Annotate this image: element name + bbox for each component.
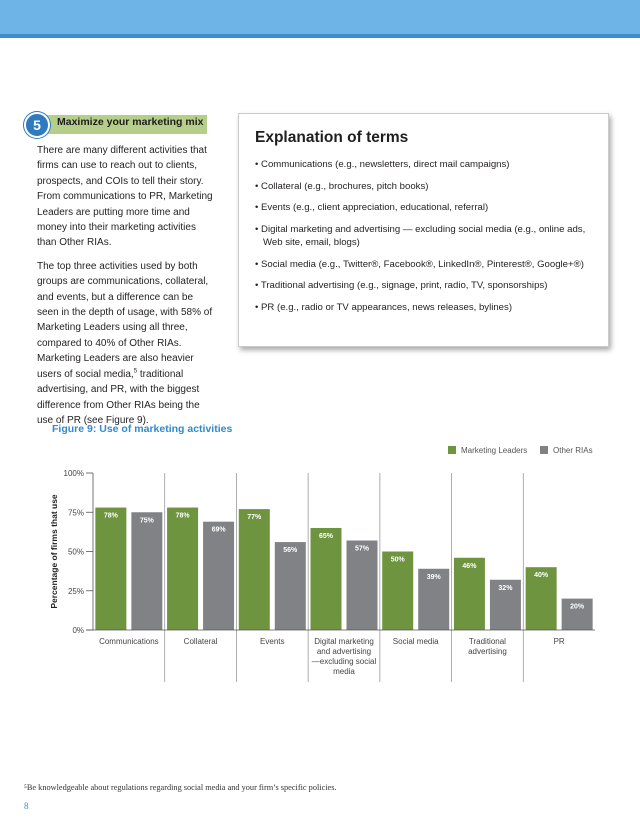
bar	[203, 522, 234, 630]
y-tick-label: 75%	[67, 508, 84, 518]
legend-label-other-rias: Other RIAs	[553, 446, 593, 455]
bar	[95, 508, 126, 630]
bar-value-label: 69%	[211, 526, 226, 534]
top-banner-stripe	[0, 34, 640, 38]
bar-value-label: 65%	[318, 532, 334, 540]
x-category-label: Traditional	[468, 637, 506, 646]
bar-value-label: 40%	[534, 572, 549, 580]
footnote: ⁵Be knowledgeable about regulations regarding social media and your firm’s specific policies.	[24, 783, 337, 792]
y-tick-label: 0%	[72, 626, 84, 635]
y-axis-title: Percentage of firms that use	[49, 494, 59, 609]
bar-chart	[40, 462, 600, 682]
bar-value-label: 56%	[283, 547, 298, 555]
bar	[347, 541, 378, 630]
top-banner	[0, 0, 640, 38]
section-number-badge: 5	[24, 112, 50, 138]
bar-value-label: 78%	[175, 512, 190, 520]
bar	[311, 528, 342, 630]
bar	[131, 512, 162, 630]
body-paragraph-2-part-b: traditional advertising, and PR, with the biggest difference from Other RIAs being the use of PR (see Figure 9).	[37, 368, 200, 426]
x-category-label: media	[333, 667, 355, 676]
terms-title: Explanation of terms	[255, 129, 409, 146]
bar	[239, 509, 270, 630]
body-paragraph-1: There are many different activities that firms can use to reach out to clients, prospects, and COIs to tell their story. From communications to PR, Marketing Leaders are putting more time and money into their marketing activities than Other RIAs.	[37, 145, 213, 249]
bar-value-label: 75%	[139, 517, 154, 525]
bar-value-label: 78%	[103, 512, 118, 520]
body-paragraph-2	[37, 259, 215, 428]
x-category-label: Communications	[99, 637, 159, 646]
term-item-collateral: • Collateral (e.g., brochures, pitch books)	[255, 180, 429, 192]
x-category-label: advertising	[468, 647, 507, 656]
legend-item-marketing-leaders	[448, 446, 527, 455]
x-category-label: Social media	[392, 637, 439, 646]
term-item-digital: • Digital marketing and advertising — excluding social media (e.g., online ads, Web site, email, blogs)	[255, 223, 586, 248]
y-tick-label: 100%	[63, 469, 84, 478]
legend-swatch-other-rias	[540, 446, 548, 454]
section-title: Maximize your marketing mix	[57, 116, 204, 128]
body-paragraph-2-part-a: The top three activities used by both groups are communications, collateral, and events, but a difference can be seen in the depth of usage, with 58% of Marketing Leaders using all three, compared to 40% of Other RIAs. Marketing Leaders are also heavier users of social media,	[37, 260, 213, 380]
x-category-label: —excluding social	[311, 657, 377, 666]
x-category-label: and advertising	[316, 647, 372, 656]
bar-value-label: 77%	[247, 514, 262, 522]
footnote-ref: 5	[133, 368, 138, 375]
legend-swatch-marketing-leaders	[448, 446, 456, 454]
bar-value-label: 50%	[390, 556, 405, 564]
term-item-events: • Events (e.g., client appreciation, educational, referral)	[255, 202, 489, 213]
bar-value-label: 32%	[498, 584, 513, 592]
legend-label-marketing-leaders: Marketing Leaders	[461, 446, 528, 455]
y-tick-label: 25%	[67, 586, 84, 596]
page-number: 8	[24, 801, 29, 811]
explanation-of-terms-box	[238, 113, 609, 347]
bar	[167, 508, 198, 630]
x-category-label: Collateral	[183, 637, 218, 646]
bar-value-label: 20%	[570, 603, 585, 611]
bar-value-label: 46%	[462, 562, 477, 570]
section-header	[24, 112, 207, 134]
term-item-social-media: • Social media (e.g., Twitter®, Facebook®, LinkedIn®, Pinterest®, Google+®)	[255, 258, 584, 270]
body-text	[37, 143, 215, 436]
x-category-label: Events	[260, 637, 285, 646]
term-item-traditional: • Traditional advertising (e.g., signage, print, radio, TV, sponsorships)	[255, 280, 548, 291]
bar	[275, 542, 306, 630]
bar-value-label: 57%	[354, 545, 370, 553]
term-item-communications: • Communications (e.g., newsletters, direct mail campaigns)	[255, 159, 510, 170]
figure-title: Figure 9: Use of marketing activities	[52, 423, 233, 435]
term-item-pr: • PR (e.g., radio or TV appearances, news releases, bylines)	[255, 301, 513, 313]
terms-list	[255, 158, 595, 322]
y-tick-label: 50%	[67, 547, 84, 557]
x-category-label: PR	[553, 637, 565, 646]
x-category-label: Digital marketing	[314, 637, 374, 646]
legend-item-other-rias	[540, 446, 593, 455]
bar-value-label: 39%	[426, 573, 441, 581]
